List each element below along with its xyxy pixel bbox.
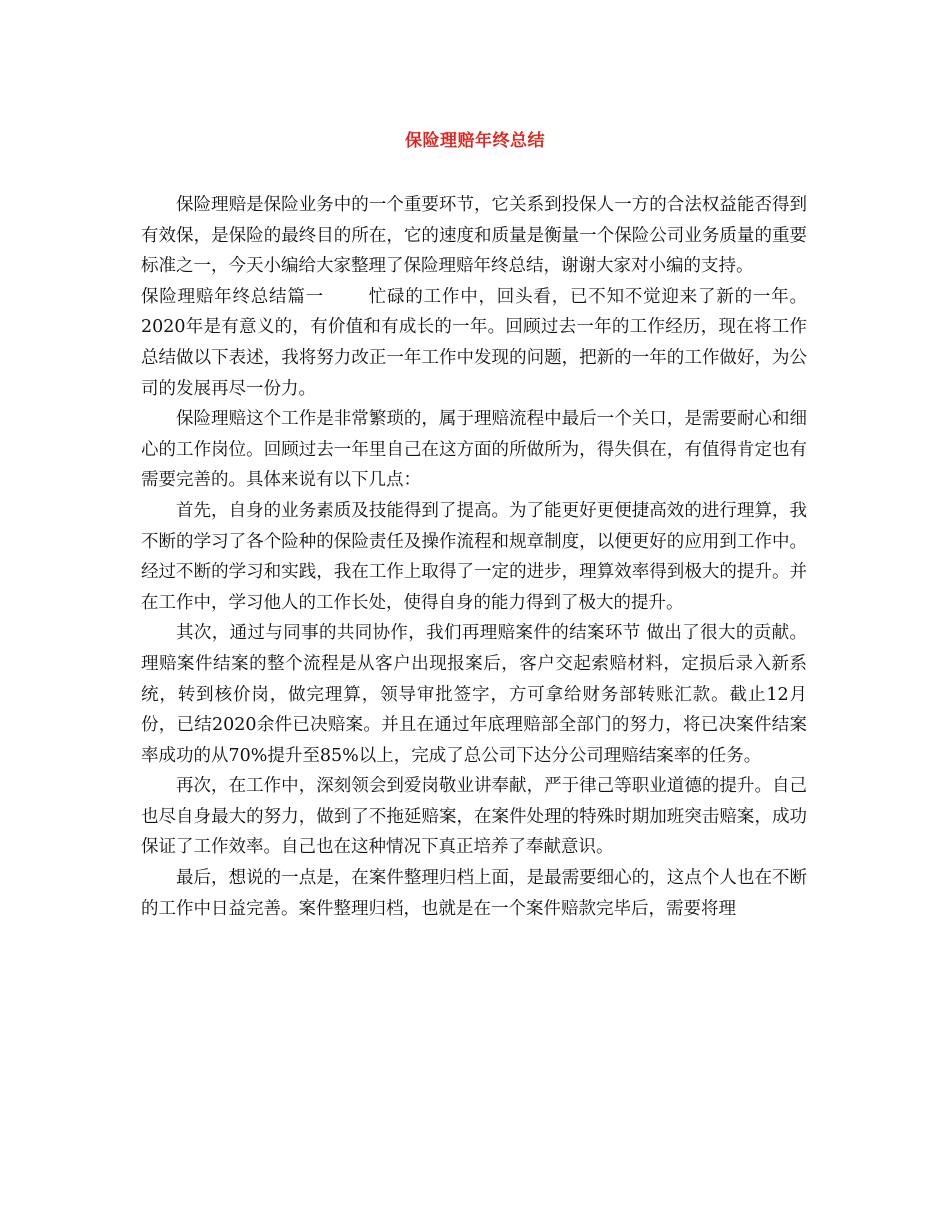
section-heading: 保险理赔年终总结篇一	[141, 286, 324, 307]
document-body	[141, 190, 807, 924]
intro-paragraph: 保险理赔是保险业务中的一个重要环节，它关系到投保人一方的合法权益能否得到有效保，是保险的最终目的所在，它的速度和质量是衡量一个保险公司业务质量的重要标准之一，今天小编给大家整理了保险理赔年终总结，谢谢大家对小编的支持。	[141, 195, 807, 277]
paragraph-workload: 保险理赔这个工作是非常繁琐的，属于理赔流程中最后一个关口，是需要耐心和细心的工作岗位。回顾过去一年里自己在这方面的所做所为，得失俱在，有值得肯定也有需要完善的。具体来说有以下几点：	[141, 409, 807, 491]
paragraph-first: 首先，自身的业务素质及技能得到了提高。为了能更好更便捷高效的进行理算，我不断的学习了各个险种的保险责任及操作流程和规章制度，以便更好的应用到工作中。经过不断的学习和实践，我在工作上取得了一定的进步，理算效率得到极大的提升。并在工作中，学习他人的工作长处，使得自身的能力得到了极大的提升。	[141, 500, 807, 613]
paragraph-second: 其次，通过与同事的共同协作，我们再理赔案件的结案环节 做出了很大的贡献。理赔案件结案的整个流程是从客户出现报案后，客户交起索赔材料，定损后录入新系统，转到核价岗，做完理算，领导审批签字，方可拿给财务部转账汇款。截止12月份，已结2020余件已决赔案。并且在通过年底理赔部全部门的努力，将已决案件结案率成功的从70%提升至85%以上，完成了总公司下达分公司理赔结案率的任务。	[141, 623, 807, 766]
section-paragraph	[141, 282, 807, 404]
document-title: 保险理赔年终总结	[405, 131, 545, 151]
paragraph-third: 再次，在工作中，深刻领会到爱岗敬业讲奉献，严于律己等职业道德的提升。自己也尽自身最大的努力，做到了不拖延赔案，在案件处理的特殊时期加班突击赔案，成功保证了工作效率。自己也在这种情况下真正培养了奉献意识。	[141, 776, 807, 858]
paragraph-last: 最后，想说的一点是，在案件整理归档上面，是最需要细心的，这点个人也在不断的工作中日益完善。案件整理归档，也就是在一个案件赔款完毕后，需要将理	[141, 868, 807, 919]
section-text: 忙碌的工作中，回头看，已不知不觉迎来了新的一年。2020年是有意义的，有价值和有成长的一年。回顾过去一年的工作经历，现在将工作总结做以下表述，我将努力改正一年工作中发现的问题，把新的一年的工作做好，为公司的发展再尽一份力。	[141, 286, 808, 399]
